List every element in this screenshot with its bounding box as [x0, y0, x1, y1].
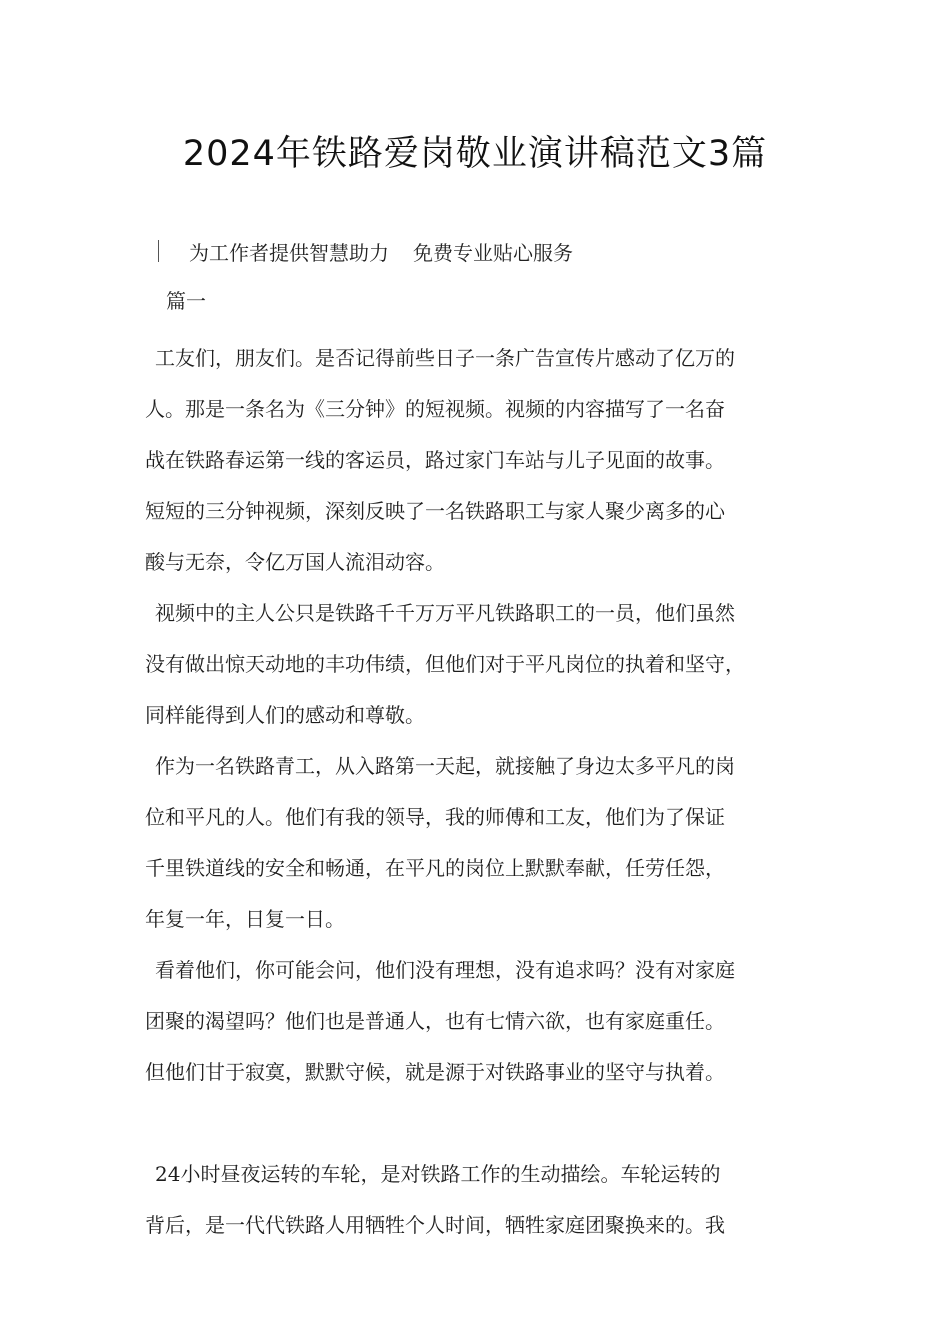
paragraph [145, 333, 825, 588]
paragraph [145, 741, 825, 945]
paragraph [145, 1149, 825, 1251]
paragraph-line: 同样能得到人们的感动和尊敬。 [145, 703, 425, 727]
paragraph [145, 945, 825, 1098]
paragraph-line: 作为一名铁路青工，从入路第一天起，就接触了身边太多平凡的岗 [155, 754, 735, 778]
paragraph-line: 没有做出惊天动地的丰功伟绩，但他们对于平凡岗位的执着和坚守， [145, 652, 745, 676]
tagline-left: 为工作者提供智慧助力 [189, 240, 389, 265]
paragraph-line: 背后，是一代代铁路人用牺牲个人时间，牺牲家庭团聚换来的。我 [145, 1213, 725, 1237]
paragraph-line: 千里铁道线的安全和畅通，在平凡的岗位上默默奉献，任劳任怨， [145, 856, 725, 880]
paragraph-line: 24小时昼夜运转的车轮，是对铁路工作的生动描绘。车轮运转的 [155, 1162, 721, 1186]
document-title: 2024年铁路爱岗敬业演讲稿范文3篇 [182, 134, 768, 174]
paragraph-line: 但他们甘于寂寞，默默守候，就是源于对铁路事业的坚守与执着。 [145, 1060, 725, 1084]
paragraph-line: 战在铁路春运第一线的客运员，路过家门车站与儿子见面的故事。 [145, 448, 725, 472]
document-body [145, 333, 825, 1251]
paragraph-line: 团聚的渴望吗？他们也是普通人，也有七情六欲，也有家庭重任。 [145, 1009, 725, 1033]
paragraph-line: 年复一年，日复一日。 [145, 907, 345, 931]
tagline-right: 免费专业贴心服务 [413, 240, 573, 265]
tagline-divider [158, 240, 159, 262]
paragraph-line: 酸与无奈，令亿万国人流泪动容。 [145, 550, 445, 574]
paragraph-spacer [145, 1098, 825, 1149]
paragraph [145, 588, 825, 741]
document-tagline [158, 236, 573, 266]
paragraph-line: 视频中的主人公只是铁路千千万万平凡铁路职工的一员，他们虽然 [155, 601, 735, 625]
paragraph-line: 人。那是一条名为《三分钟》的短视频。视频的内容描写了一名奋 [145, 397, 725, 421]
paragraph-line: 短短的三分钟视频，深刻反映了一名铁路职工与家人聚少离多的心 [145, 499, 725, 523]
paragraph-line: 工友们，朋友们。是否记得前些日子一条广告宣传片感动了亿万的 [155, 346, 735, 370]
section-heading: 篇一 [166, 289, 206, 313]
paragraph-line: 位和平凡的人。他们有我的领导，我的师傅和工友，他们为了保证 [145, 805, 725, 829]
paragraph-line: 看着他们，你可能会问，他们没有理想，没有追求吗？没有对家庭 [155, 958, 735, 982]
